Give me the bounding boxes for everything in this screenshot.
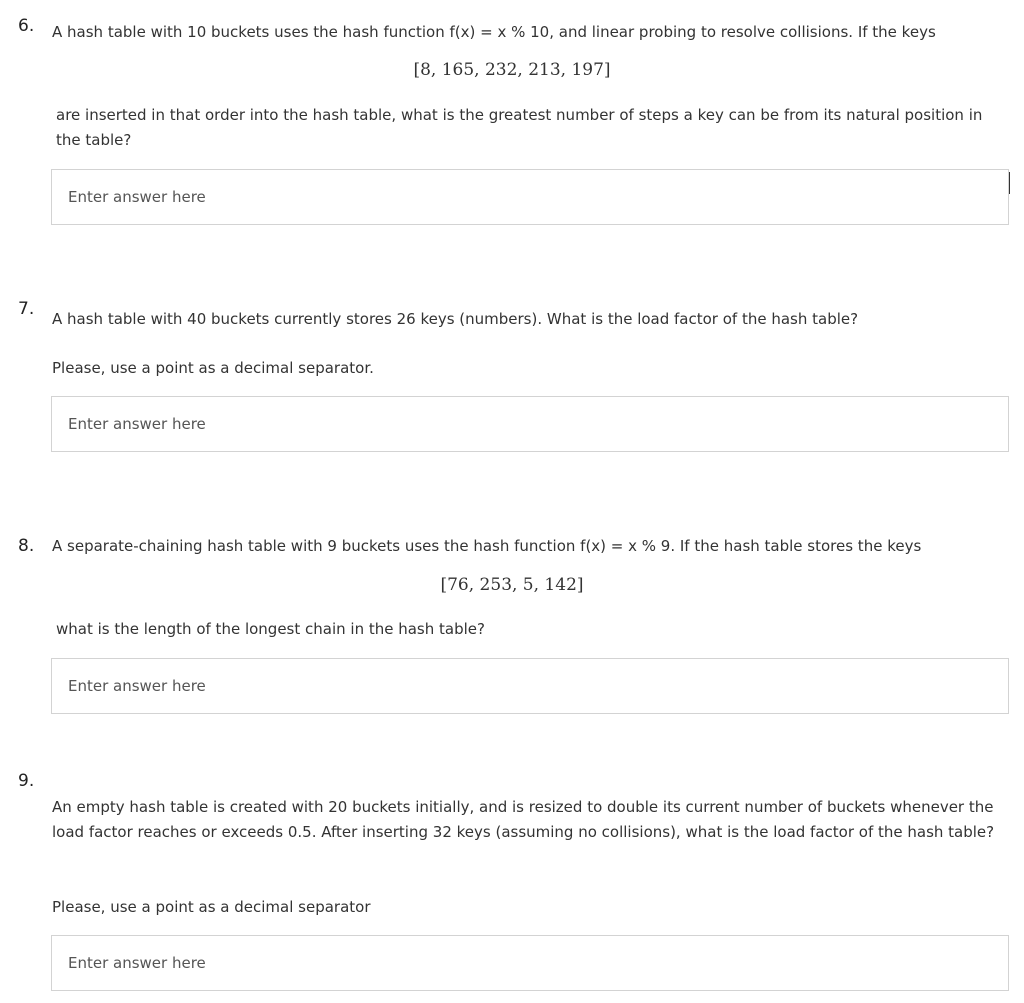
- answer-box[interactable]: [51, 396, 1009, 452]
- question-number: 9.: [18, 771, 35, 791]
- text-cursor: [1009, 172, 1010, 194]
- question-number: 6.: [18, 16, 35, 36]
- question-text: An empty hash table is created with 20 buckets initially, and is resized to double its current number of buckets whenever the load factor reaches or exceeds 0.5. After inserting 32 keys (assuming no collisions), what is the load factor of the hash table?: [52, 798, 995, 841]
- answer-input[interactable]: [52, 936, 1008, 990]
- question-note: Please, use a point as a decimal separator.: [52, 359, 374, 377]
- question-text-continued: what is the length of the longest chain in the hash table?: [56, 620, 485, 638]
- question-number: 7.: [18, 299, 35, 319]
- answer-input[interactable]: [52, 659, 1008, 713]
- question-text-continued: are inserted in that order into the hash table, what is the greatest number of steps a key can be from its natural position in the table?: [56, 106, 983, 149]
- answer-input[interactable]: [52, 397, 1008, 451]
- answer-input[interactable]: [52, 170, 1008, 224]
- question-text: A hash table with 10 buckets uses the hash function f(x) = x % 10, and linear probing to resolve collisions. If the keys: [52, 23, 936, 41]
- question-text: A separate-chaining hash table with 9 buckets uses the hash function f(x) = x % 9. If the hash table stores the keys: [52, 537, 922, 555]
- answer-box[interactable]: [51, 935, 1009, 991]
- key-list: [76, 253, 5, 142]: [440, 575, 584, 595]
- answer-box[interactable]: [51, 658, 1009, 714]
- answer-box[interactable]: [51, 169, 1009, 225]
- question-number: 8.: [18, 536, 35, 556]
- key-list: [8, 165, 232, 213, 197]: [413, 60, 611, 80]
- question-note: Please, use a point as a decimal separator: [52, 898, 371, 916]
- question-text: A hash table with 40 buckets currently stores 26 keys (numbers). What is the load factor of the hash table?: [52, 310, 859, 328]
